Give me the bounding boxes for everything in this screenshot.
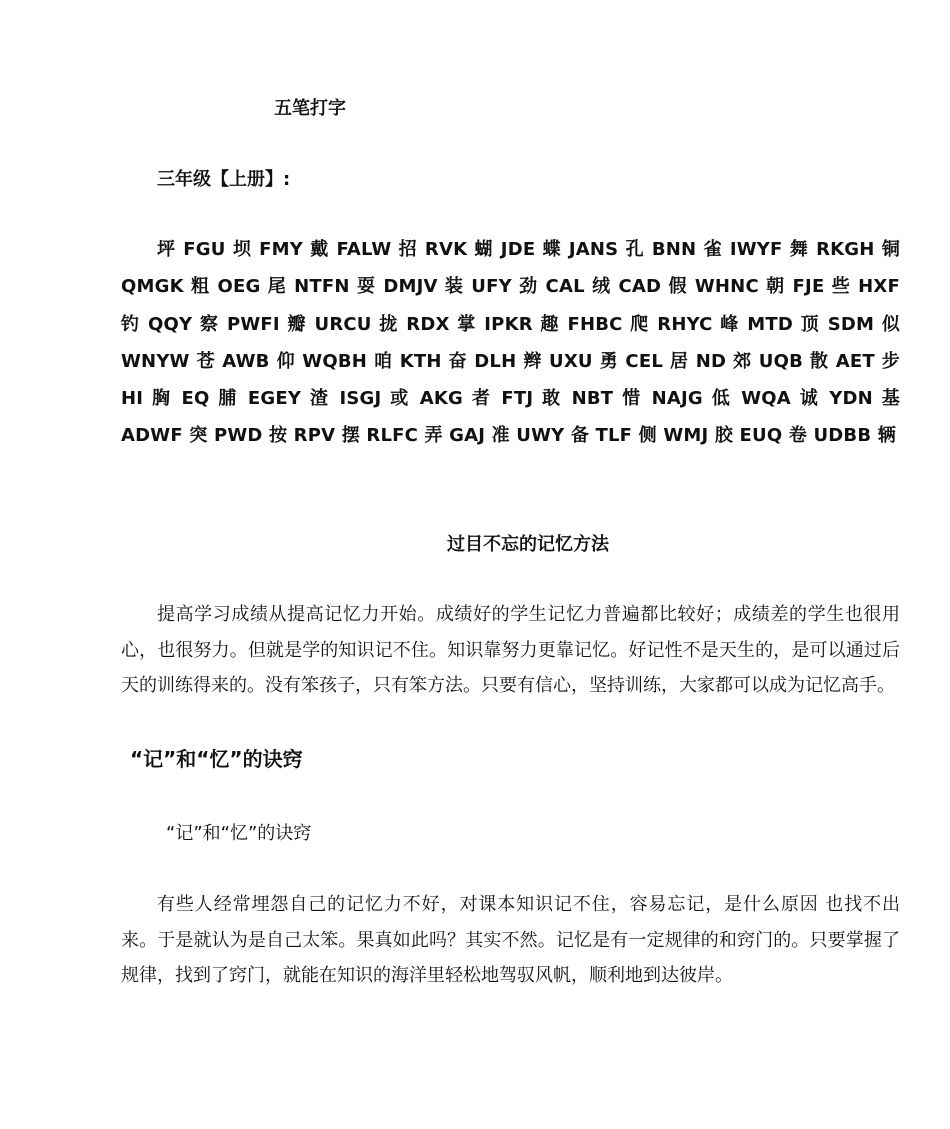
secret-paragraph: 有些人经常埋怨自己的记忆力不好，对课本知识记不住，容易忘记，是什么原因 也找不出来。于是就认为是自己太笨。果真如此吗？其实不然。记忆是有一定规律的和窍门的。只要掌握了规律，找到了窍门，就能在知识的海洋里轻松地驾驭风帆，顺利地到达彼岸。 bbox=[121, 894, 900, 986]
wubi-code-paragraph: 坪 FGU 坝 FMY 戴 FALW 招 RVK 蝴 JDE 蝶 JANS 孔 BNN 雀 IWYF 舞 RKGH 铜 QMGK 粗 OEG 尾 NTFN 耍 DMJV 装 UFY 劲 CAL 绒 CAD 假 WHNC 朝 FJE 些 HXF 钓 QQY 察 PWFI 瓣 URCU 拢 RDX 掌 IPKR 趣 FHBC 爬 RHYC 峰 MTD 顶 SDM 似 WNYW 苍 AWB 仰 WQBH 咱 KTH 奋 DLH 辫 UXU 勇 CEL 居 ND 郊 UQB 散 AET 步 HI 胸 EQ 脯 EGEY 渣 ISGJ 或 AKG 者 FTJ 敢 NBT 惜 NAJG 低 WQA 诚 YDN 基 ADWF 突 PWD 按 RPV 摆 RLFC 弄 GAJ 准 UWY 备 TLF 侧 WMJ 胶 EUQ 卷 UDBB 辆 bbox=[121, 239, 900, 447]
memory-method-heading: 过目不忘的记忆方法 bbox=[447, 534, 609, 555]
secret-heading: “记”和“忆”的诀窍 bbox=[130, 747, 303, 771]
grade-heading: 三年级【上册】: bbox=[157, 169, 291, 190]
secret-subheading: “记”和“忆”的诀窍 bbox=[166, 823, 312, 844]
document-title: 五笔打字 bbox=[274, 98, 346, 119]
memory-intro-paragraph: 提高学习成绩从提高记忆力开始。成绩好的学生记忆力普遍都比较好；成绩差的学生也很用心，也很努力。但就是学的知识记不住。知识靠努力更靠记忆。好记性不是天生的，是可以通过后天的训练得来的。没有笨孩子，只有笨方法。只要有信心，坚持训练，大家都可以成为记忆高手。 bbox=[121, 604, 900, 696]
